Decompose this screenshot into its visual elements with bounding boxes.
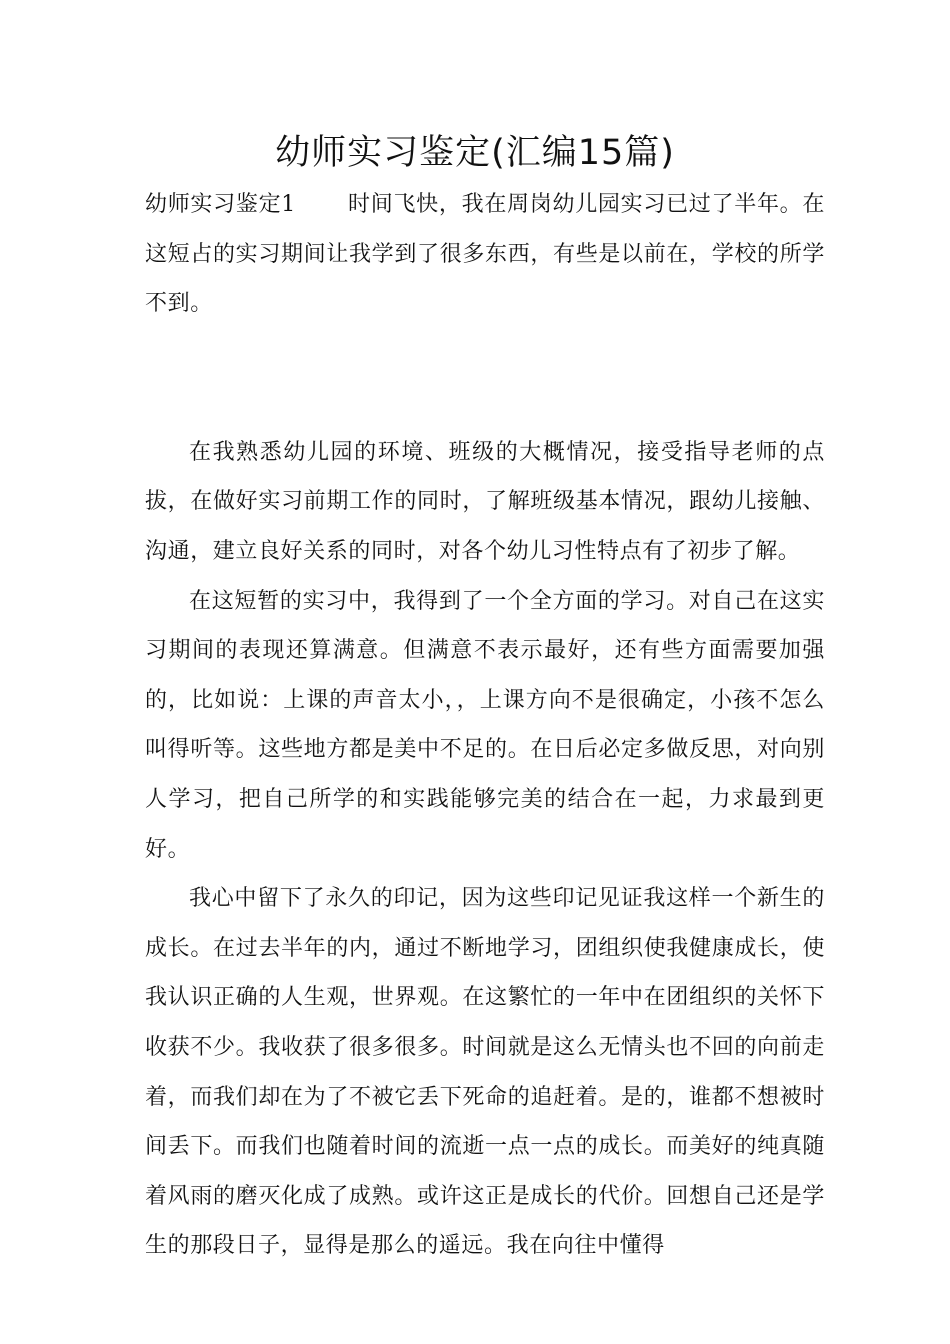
document-title: 幼师实习鉴定(汇编15篇) xyxy=(275,133,675,173)
first-paragraph-text: 时间飞快，我在周岗幼儿园实习已过了半年。在这短占的实习期间让我学到了很多东西，有些是以前在，学校的所学不到。 xyxy=(145,192,825,317)
paragraph-2: 在这短暂的实习中，我得到了一个全方面的学习。对自己在这实习期间的表现还算满意。但满意不表示最好，还有些方面需要加强的，比如说：上课的声音太小，，上课方向不是很确定，小孩不怎么叫得听等。这些地方都是美中不足的。在日后必定多做反思，对向别人学习，把自己所学的和实践能够完美的结合在一起，力求最到更好。 xyxy=(145,588,825,862)
paragraph-3: 我心中留下了永久的印记，因为这些印记见证我这样一个新生的成长。在过去半年的内，通过不断地学习，团组织使我健康成长，使我认识正确的人生观，世界观。在这繁忙的一年中在团组织的关怀下收获不少。我收获了很多很多。时间就是这么无情头也不回的向前走着，而我们却在为了不被它丢下死命的追赶着。是的，谁都不想被时间丢下。而我们也随着时间的流逝一点一点的成长。而美好的纯真随着风雨的磨灭化成了成熟。或许这正是成长的代价。回想自己还是学生的那段日子，显得是那么的遥远。我在向往中懂得 xyxy=(145,886,825,1259)
document-body xyxy=(145,180,825,1271)
paragraph-gap xyxy=(145,329,825,428)
section-label: 幼师实习鉴定1 xyxy=(145,192,296,217)
first-paragraph xyxy=(145,180,825,329)
paragraph-1: 在我熟悉幼儿园的环境、班级的大概情况，接受指导老师的点拔，在做好实习前期工作的同时，了解班级基本情况，跟幼儿接触、沟通，建立良好关系的同时，对各个幼儿习性特点有了初步了解。 xyxy=(145,439,825,564)
